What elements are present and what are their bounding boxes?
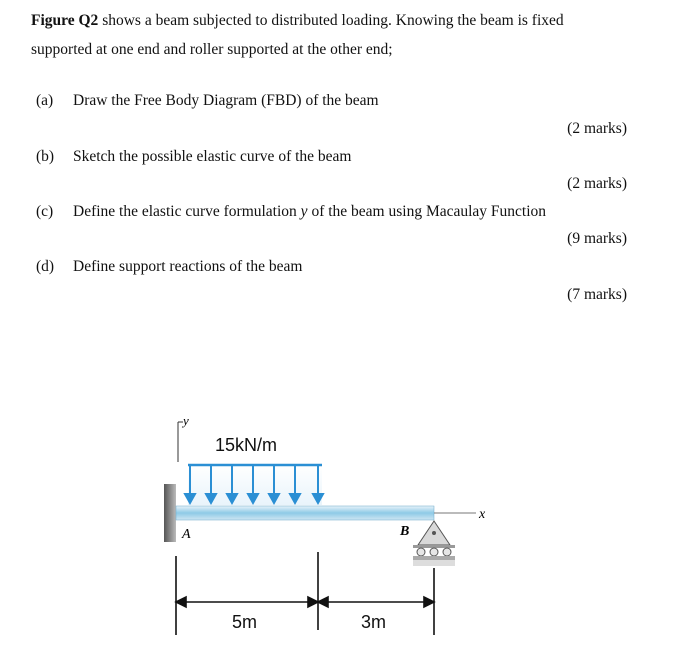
question-text: Draw the Free Body Diagram (FBD) of the beam xyxy=(73,92,379,109)
beam xyxy=(176,506,434,520)
question-label: (a) xyxy=(36,92,54,109)
dim-label-2: 3m xyxy=(361,612,387,632)
roller-pin xyxy=(432,531,436,535)
question-text-pre: Define the elastic curve formulation xyxy=(73,203,301,220)
roller-ground xyxy=(413,556,455,560)
question-var: y xyxy=(300,203,308,220)
dim-arrow xyxy=(318,597,328,607)
marks-a: (2 marks) xyxy=(567,120,627,137)
support-a-label: A xyxy=(182,527,191,542)
marks-d: (7 marks) xyxy=(567,286,627,303)
question-text: Sketch the possible elastic curve of the beam xyxy=(73,148,352,165)
dimension-lines xyxy=(176,552,434,635)
dim-arrow xyxy=(176,597,186,607)
intro-line-2: supported at one end and roller supported at the other end; xyxy=(31,41,393,58)
fixed-wall xyxy=(164,484,176,542)
roller-wheel xyxy=(443,548,451,556)
roller-support xyxy=(413,521,455,566)
load-label: 15kN/m xyxy=(215,435,278,455)
marks-b: (2 marks) xyxy=(567,175,627,192)
y-axis-label: y xyxy=(183,413,189,428)
dim-label-1: 5m xyxy=(232,612,258,632)
question-text: Define support reactions of the beam xyxy=(73,258,303,275)
question-label: (c) xyxy=(36,203,54,220)
y-axis xyxy=(178,413,189,462)
distributed-load xyxy=(185,465,323,505)
question-label: (b) xyxy=(36,148,55,165)
support-b-label: B xyxy=(400,524,410,539)
roller-ground-shade xyxy=(413,560,455,566)
dim-arrow xyxy=(424,597,434,607)
marks-c: (9 marks) xyxy=(567,230,627,247)
figure-ref: Figure Q2 xyxy=(31,12,99,29)
roller-wheel xyxy=(430,548,438,556)
x-axis-label: x xyxy=(479,507,486,522)
intro-text-1: shows a beam subjected to distributed loading. Knowing the beam is fixed xyxy=(98,12,564,29)
roller-wheel xyxy=(417,548,425,556)
question-text-post: of the beam using Macaulay Function xyxy=(307,203,547,220)
question-label: (d) xyxy=(36,258,55,275)
